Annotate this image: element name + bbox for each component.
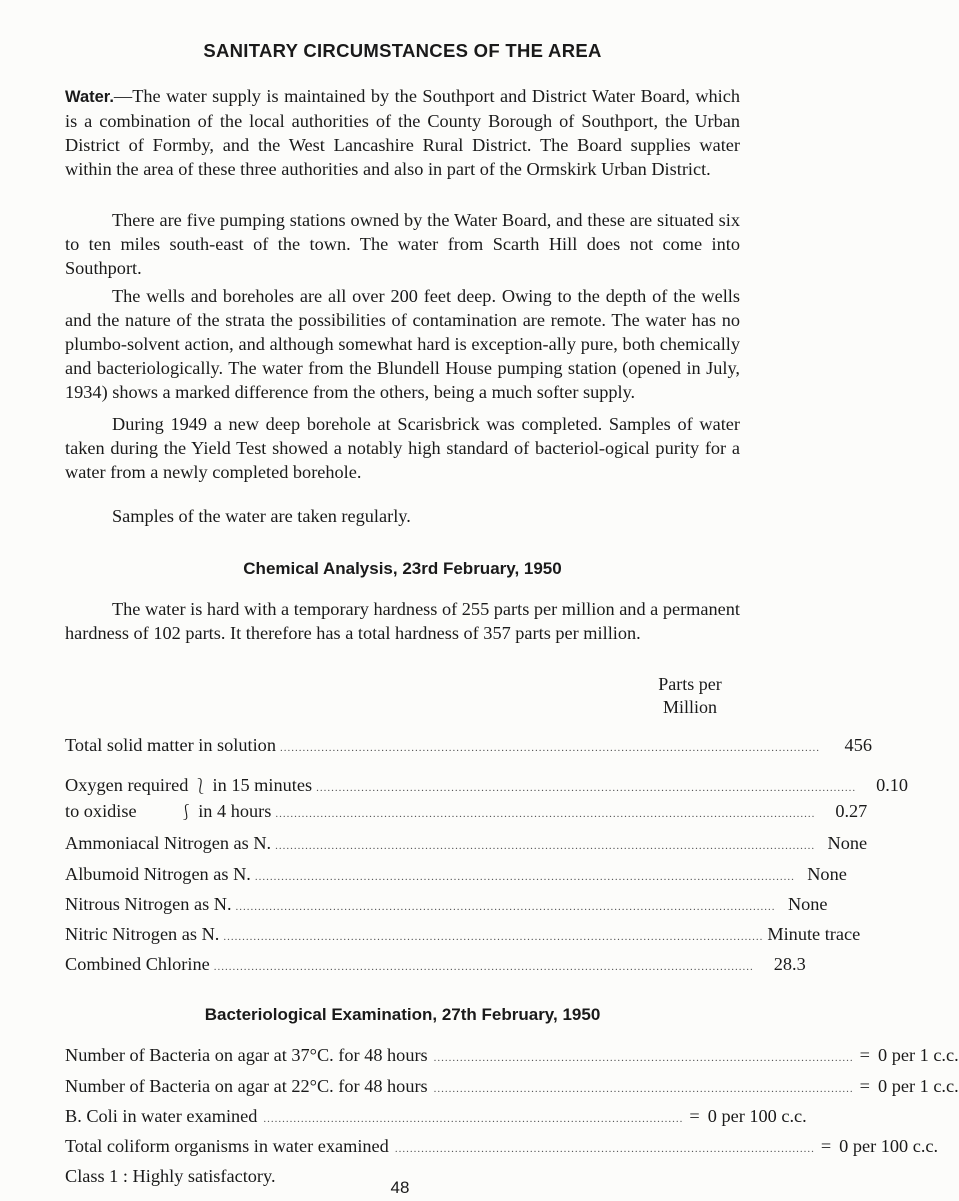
paragraph-text: Samples of the water are taken regularly. (112, 506, 411, 526)
paragraph-text: The water is hard with a temporary hardness of 255 parts per million and a permanent hardness of 102 parts. It therefore has a total hardness of 357 parts per million. (65, 599, 740, 643)
row-label: Total solid matter in solution (65, 735, 276, 755)
analysis-row (65, 952, 806, 976)
row-value: None (807, 864, 847, 884)
bacteriology-row (65, 1104, 807, 1128)
brace-top: ⎱ (192, 779, 208, 795)
oxygen-label-line1: Oxygen required ⎱ in 15 minutes (65, 773, 312, 799)
equals-sign: = (859, 1076, 870, 1096)
row-value: None (787, 894, 828, 914)
paragraph-borehole (65, 412, 740, 484)
row-value: 0.10 (876, 775, 909, 795)
bacteriology-row (65, 1074, 959, 1098)
analysis-row (65, 831, 868, 855)
row-value: 0 per 1 c.c. (877, 1076, 959, 1096)
leader-dots: ................................................................................................................................................ (213, 961, 754, 973)
leader-dots: ................................................................................................................................................ (235, 901, 776, 913)
row-value: 0.27 (835, 801, 868, 821)
leader-dots: ................................................................................................................................................ (223, 931, 764, 943)
row-value: 0 per 100 c.c. (707, 1106, 807, 1126)
chemical-analysis-heading: Chemical Analysis, 23rd February, 1950 (243, 559, 562, 578)
brace-bottom: ⎰ (178, 805, 194, 821)
row-label: Nitrous Nitrogen as N. (65, 894, 232, 914)
row-value: 0 per 1 c.c. (877, 1045, 959, 1065)
analysis-row-oxygen-4hr (65, 799, 868, 823)
paragraph-wells (65, 284, 740, 404)
page-title: SANITARY CIRCUMSTANCES OF THE AREA (203, 40, 602, 61)
leader-dots: ................................................................................................................................................ (275, 840, 816, 852)
equals-sign: = (689, 1106, 700, 1126)
leader-dots: ................................................................................................................................................ (254, 871, 795, 883)
water-intro-text: —The water supply is maintained by the Southport and District Water Board, which is a combination of the local authorities of the County Borough of Southport, the Urban District of Formby, and the West Lancashire Rural District. The Board supplies water within the area of these three authorities and also in part of the Ormskirk Urban District. (65, 86, 740, 179)
leader-dots: ................................................................................................................................................ (316, 782, 857, 794)
paragraph-text: There are five pumping stations owned by the Water Board, and these are situated six to ten miles south-east of the town. The water from Scarth Hill does not come into Southport. (65, 210, 740, 278)
row-value: Minute trace (767, 924, 861, 944)
paragraph-pumping-stations (65, 208, 740, 280)
bacteriology-row (65, 1134, 939, 1158)
row-label: B. Coli in water examined (65, 1106, 258, 1126)
page-number: 48 (390, 1178, 410, 1197)
analysis-row-total-solid (65, 733, 872, 757)
units-header-line1: Parts per (658, 674, 722, 694)
analysis-row (65, 892, 828, 916)
row-label: Ammoniacal Nitrogen as N. (65, 833, 272, 853)
row-label: Albumoid Nitrogen as N. (65, 864, 251, 884)
leader-dots: ................................................................................................................ (263, 1113, 684, 1125)
row-label: Nitric Nitrogen as N. (65, 924, 220, 944)
leader-dots: ................................................................................................................ (433, 1083, 854, 1095)
equals-sign: = (820, 1136, 832, 1156)
row-value: None (827, 833, 868, 853)
analysis-row-oxygen-15min (65, 773, 909, 797)
row-value: 456 (844, 735, 872, 755)
row-value: 0 per 100 c.c. (839, 1136, 939, 1156)
paragraph-text: During 1949 a new deep borehole at Scarisbrick was completed. Samples of water taken during the Yield Test showed a notably high standard of bacteriol-ogical purity for a water from a newly completed borehole. (65, 414, 740, 482)
units-header-line2: Million (662, 697, 717, 717)
leader-dots: ................................................................................................................ (394, 1143, 815, 1155)
paragraph-text: The wells and boreholes are all over 200 feet deep. Owing to the depth of the wells and the nature of the strata the possibilities of contamination are remote. The water has no plumbo-solvent action, and although somewhat hard is exception-ally pure, both chemically and bacteriologically. The water from the Blundell House pumping station (opened in July, 1934) shows a marked difference from the others, being a much softer supply. (65, 286, 740, 402)
classification-text: Class 1 : Highly satisfactory. (65, 1166, 276, 1186)
oxygen-sub1-label: in 15 minutes (212, 775, 313, 795)
analysis-row (65, 862, 847, 886)
analysis-row (65, 922, 861, 946)
paragraph-samples (65, 504, 740, 528)
row-value: 28.3 (773, 954, 806, 974)
row-label: Number of Bacteria on agar at 22°C. for 48 hours (65, 1076, 428, 1096)
leader-dots: ................................................................................................................................................ (275, 808, 816, 820)
leader-dots: ................................................................................................................ (433, 1052, 854, 1064)
oxygen-label-line2: to oxidise ⎰ in 4 hours (65, 799, 271, 825)
water-label: Water. (65, 88, 114, 106)
row-label: Number of Bacteria on agar at 37°C. for 48 hours (65, 1045, 428, 1065)
row-label: Combined Chlorine (65, 954, 210, 974)
bacteriological-heading: Bacteriological Examination, 27th February, 1950 (204, 1005, 601, 1024)
leader-dots: ................................................................................................................................................ (279, 742, 820, 754)
equals-sign: = (859, 1045, 870, 1065)
water-intro-paragraph (65, 84, 740, 181)
hardness-paragraph (65, 597, 740, 645)
oxygen-sub2-label: in 4 hours (198, 801, 272, 821)
row-label: Total coliform organisms in water examined (65, 1136, 389, 1156)
bacteriology-row (65, 1043, 959, 1067)
